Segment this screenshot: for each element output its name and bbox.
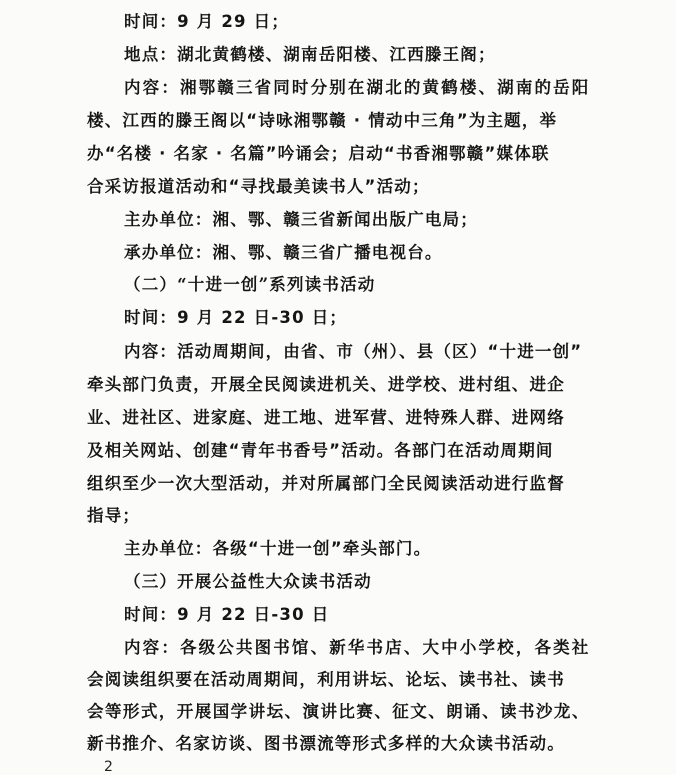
text-line: 主办单位：湘、鄂、赣三省新闻出版广电局； [124,210,478,229]
text-line: 牵头部门负责，开展全民阅读进机关、进学校、进村组、进企 [87,375,565,394]
text-line: 及相关网站、创建“青年书香号”活动。各部门在活动周期间 [87,441,554,460]
text-line: 指导； [87,506,141,525]
text-line: 内容：各级公共图书馆、新华书店、大中小学校，各类社 [124,638,591,657]
section-heading: （二）“十进一创”系列读书活动 [124,275,376,294]
text-line: 楼、江西的滕王阁以“诗咏湘鄂赣 · 情动中三角”为主题，举 [87,111,558,130]
text-line: 会等形式，开展国学讲坛、演讲比赛、征文、朗诵、读书沙龙、 [87,702,590,721]
text-line: 合采访报道活动和“寻找最美读书人”活动； [87,177,430,196]
text-line: 新书推介、名家访谈、图书漂流等形式多样的大众读书活动。 [87,734,565,753]
text-line: 时间：9 月 22 日-30 日 [124,605,330,624]
text-line: 内容：湘鄂赣三省同时分别在湖北的黄鹤楼、湖南的岳阳 [124,78,591,97]
text-line: 时间：9 月 22 日-30 日； [124,308,348,327]
text-line: 会阅读组织要在活动周期间，利用讲坛、论坛、读书社、读书 [87,670,565,689]
page-number: 2 [104,759,113,775]
text-line: 地点：湖北黄鹤楼、湖南岳阳楼、江西滕王阁； [124,45,496,64]
text-line: 业、进社区、进家庭、进工地、进军营、进特殊人群、进网络 [87,408,565,427]
text-line: 时间：9 月 29 日； [124,12,290,31]
text-line: 内容：活动周期间，由省、市（州）、县（区）“十进一创” [124,342,583,361]
text-line: 主办单位：各级“十进一创”牵头部门。 [124,539,432,558]
text-line: 组织至少一次大型活动，并对所属部门全民阅读活动进行监督 [87,474,565,493]
section-heading: （三）开展公益性大众读书活动 [124,572,372,591]
text-line: 承办单位：湘、鄂、赣三省广播电视台。 [124,243,443,262]
text-line: 办“名楼 · 名家 · 名篇”吟诵会；启动“书香湘鄂赣”媒体联 [87,144,550,163]
